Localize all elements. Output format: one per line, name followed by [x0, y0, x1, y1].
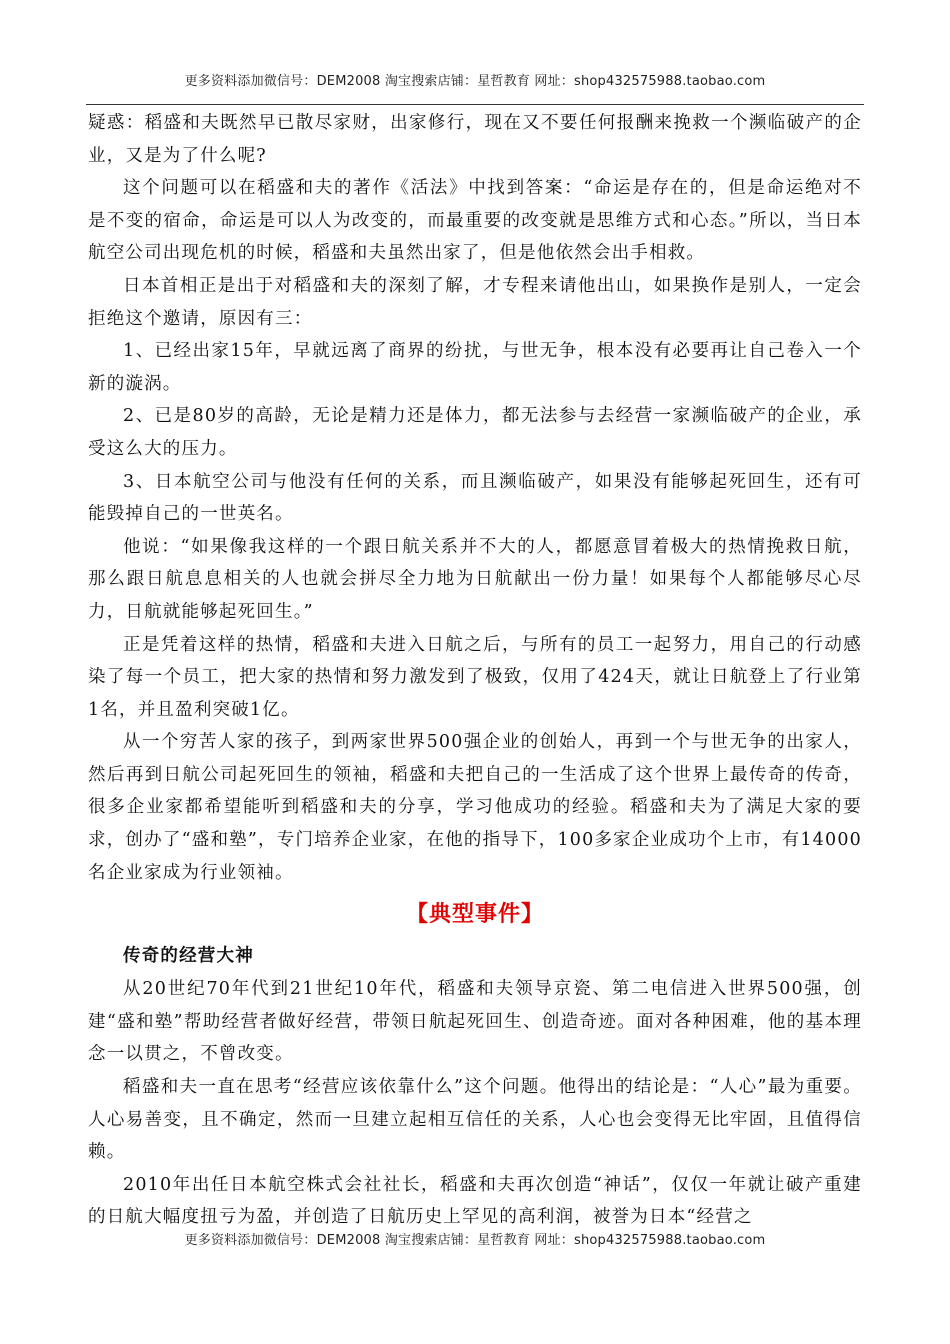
paragraph: 从20世纪70年代到21世纪10年代，稻盛和夫领导京瓷、第二电信进入世界500强，创建“盛和塾”帮助经营者做好经营，带领日航起死回生、创造奇迹。面对各种困难，他的基本理念一以贯之，不曾改变。	[88, 979, 862, 1065]
paragraph: 稻盛和夫一直在思考“经营应该依靠什么”这个问题。他得出的结论是：“人心”最为重要。人心易善变，且不确定，然而一旦建立起相互信任的关系，人心也会变得无比牢固，且值得信赖。	[88, 1077, 862, 1163]
paragraph: 从一个穷苦人家的孩子，到两家世界500强企业的创始人，再到一个与世无争的出家人，然后再到日航公司起死回生的领袖，稻盛和夫把自己的一生活成了这个世界上最传奇的传奇，很多企业家都希望能听到稻盛和夫的分享，学习他成功的经验。稻盛和夫为了满足大家的要求，创办了“盛和塾”，专门培养企业家，在他的指导下，100多家企业成功个上市，有14000名企业家成为行业领袖。	[88, 732, 862, 883]
paragraph: 这个问题可以在稻盛和夫的著作《活法》中找到答案：“命运是存在的，但是命运绝对不是不变的宿命，命运是可以人为改变的，而最重要的改变就是思维方式和心态。”所以，当日本航空公司出现危机的时候，稻盛和夫虽然出家了，但是他依然会出手相救。	[88, 178, 862, 264]
page-footer: 更多资料添加微信号：DEM2008 淘宝搜索店铺：星哲教育 网址：shop432575988.taobao.com	[184, 1233, 766, 1248]
paragraph: 2010年出任日本航空株式会社社长，稻盛和夫再次创造“神话”，仅仅一年就让破产重建的日航大幅度扭亏为盈，并创造了日航历史上罕见的高利润，被誉为日本“经营之	[88, 1174, 862, 1228]
subheading: 传奇的经营大神	[123, 946, 254, 967]
header-divider	[86, 104, 864, 105]
section-title: 【典型事件】	[405, 902, 544, 928]
list-item: 2、已是80岁的高龄，无论是精力还是体力，都无法参与去经营一家濒临破产的企业，承受这么大的压力。	[88, 406, 862, 459]
list-item: 1、已经出家15年，早就远离了商界的纷扰，与世无争，根本没有必要再让自己卷入一个新的漩涡。	[88, 341, 862, 394]
list-item: 3、日本航空公司与他没有任何的关系，而且濒临破产，如果没有能够起死回生，还有可能毁掉自己的一世英名。	[88, 471, 862, 525]
paragraph: 日本首相正是出于对稻盛和夫的深刻了解，才专程来请他出山，如果换作是别人，一定会拒绝这个邀请，原因有三：	[88, 275, 862, 329]
paragraph: 正是凭着这样的热情，稻盛和夫进入日航之后，与所有的员工一起努力，用自己的行动感染了每一个员工，把大家的热情和努力激发到了极致，仅用了424天，就让日航登上了行业第1名，并且盈利突破1亿。	[88, 634, 862, 720]
paragraph: 疑惑：稻盛和夫既然早已散尽家财，出家修行，现在又不要任何报酬来挽救一个濒临破产的企业，又是为了什么呢?	[88, 113, 862, 166]
paragraph: 他说：“如果像我这样的一个跟日航关系并不大的人，都愿意冒着极大的热情挽救日航，那么跟日航息息相关的人也就会拼尽全力地为日航献出一份力量！如果每个人都能够尽心尽力，日航就能够起死回生。”	[88, 536, 862, 622]
document-body	[88, 107, 862, 1234]
page-header: 更多资料添加微信号：DEM2008 淘宝搜索店铺：星哲教育 网址：shop432575988.taobao.com	[184, 74, 766, 89]
